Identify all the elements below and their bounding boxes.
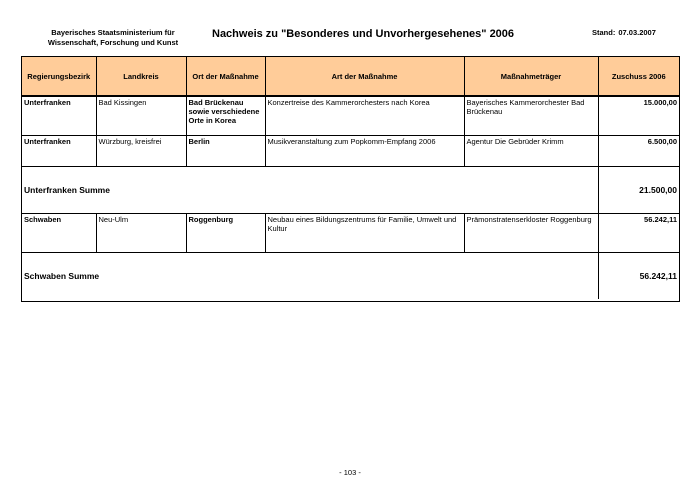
ministry-line-2: Wissenschaft, Forschung und Kunst bbox=[47, 38, 179, 47]
stand-label: Stand: bbox=[592, 28, 616, 37]
table-row bbox=[22, 136, 679, 167]
cell-landkreis: Würzburg, kreisfrei bbox=[96, 136, 186, 167]
document-title: Nachweis zu "Besonderes und Unvorhergesehenes" 2006 bbox=[212, 28, 515, 40]
sum-label: Schwaben Summe bbox=[22, 253, 598, 300]
col-header-ort: Ort der Maßnahme bbox=[186, 57, 265, 96]
cell-art: Musikveranstaltung zum Popkomm-Empfang 2006 bbox=[265, 136, 464, 167]
cell-traeger: Agentur Die Gebrüder Krimm bbox=[464, 136, 598, 167]
col-header-traeger: Maßnahmeträger bbox=[464, 57, 598, 96]
ministry-name bbox=[28, 28, 198, 48]
cell-regierungsbezirk: Schwaben bbox=[22, 214, 96, 253]
cell-zuschuss: 15.000,00 bbox=[598, 96, 679, 136]
cell-regierungsbezirk: Unterfranken bbox=[22, 96, 96, 136]
cell-regierungsbezirk: Unterfranken bbox=[22, 136, 96, 167]
ministry-line-1: Bayerisches Staatsministerium für bbox=[51, 28, 175, 37]
stand-value: 07.03.2007 bbox=[618, 28, 656, 37]
cell-traeger: Bayerisches Kammerorchester Bad Brückenau bbox=[464, 96, 598, 136]
cell-ort: Bad Brückenau sowie verschiedene Orte in Korea bbox=[186, 96, 265, 136]
cell-ort: Berlin bbox=[186, 136, 265, 167]
col-header-art: Art der Maßnahme bbox=[265, 57, 464, 96]
sum-row-unterfranken bbox=[22, 167, 679, 214]
stand-date bbox=[592, 28, 659, 37]
col-header-zuschuss: Zuschuss 2006 bbox=[598, 57, 679, 96]
col-header-landkreis: Landkreis bbox=[96, 57, 186, 96]
cell-art: Neubau eines Bildungszentrums für Familie, Umwelt und Kultur bbox=[265, 214, 464, 253]
sum-value: 56.242,11 bbox=[639, 270, 677, 281]
cell-landkreis: Neu-Ulm bbox=[96, 214, 186, 253]
table-row bbox=[22, 96, 679, 136]
cell-zuschuss: 6.500,00 bbox=[598, 136, 679, 167]
cell-zuschuss: 56.242,11 bbox=[598, 214, 679, 253]
table-header-row bbox=[22, 57, 679, 96]
page-number: - 103 - bbox=[339, 468, 361, 477]
cell-landkreis: Bad Kissingen bbox=[96, 96, 186, 136]
sum-value: 21.500,00 bbox=[598, 167, 679, 214]
col-header-regierungsbezirk: Regierungsbezirk bbox=[22, 57, 96, 96]
report-table-frame bbox=[21, 56, 680, 302]
cell-ort: Roggenburg bbox=[186, 214, 265, 253]
report-table bbox=[22, 57, 679, 299]
sum-label: Unterfranken Summe bbox=[22, 167, 598, 214]
sum-row-schwaben bbox=[22, 253, 679, 300]
cell-art: Konzertreise des Kammerorchesters nach Korea bbox=[265, 96, 464, 136]
cell-traeger: Prämonstratenserkloster Roggenburg bbox=[464, 214, 598, 253]
table-row bbox=[22, 214, 679, 253]
